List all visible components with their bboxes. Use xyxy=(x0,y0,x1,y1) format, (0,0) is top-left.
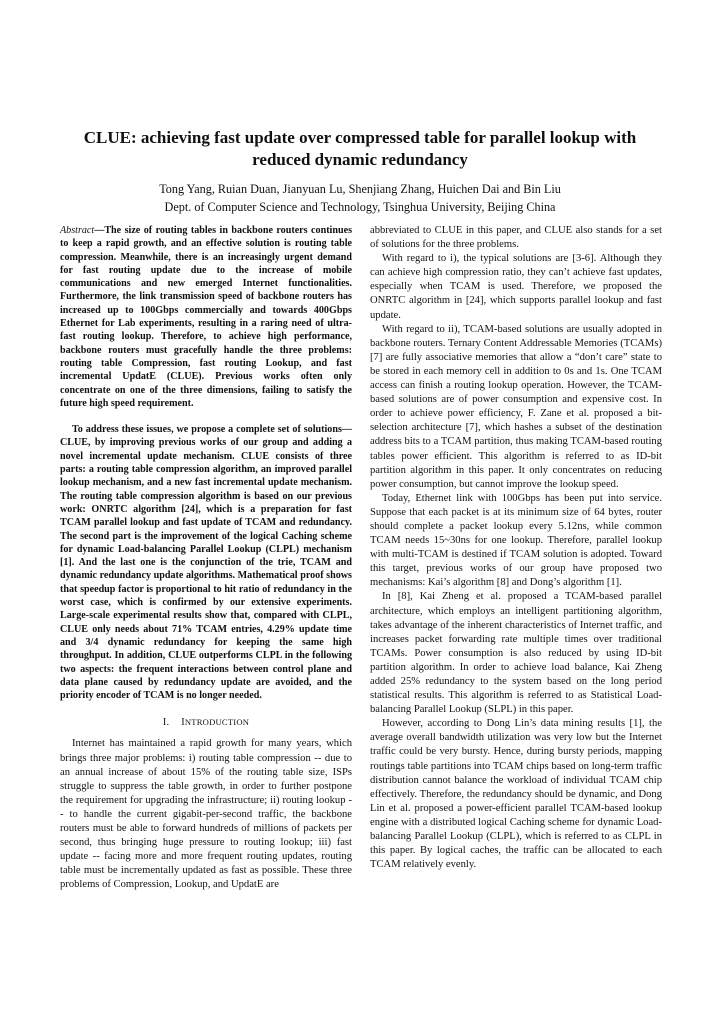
left-column xyxy=(60,224,352,893)
right-paragraph-continuation: abbreviated to CLUE in this paper, and CLUE also stands for a set of solutions for the three problems. xyxy=(370,225,662,251)
paper-title: CLUE: achieving fast update over compressed table for parallel lookup with reduced dynamic redundancy xyxy=(83,128,637,169)
right-paragraph-2: With regard to ii), TCAM-based solutions are usually adopted in backbone routers. Ternary Content Addressable Memories (TCAMs) [7] are fully associative memories that allow a “don’t care” state to be stored in each memory cell in addition to 0s and 1s. One TCAM access can finish a routing lookup operation. However, the TCAM-based solutions are of power consumption and expensive cost. In order to achieve power efficiency, F. Zane et al. proposed a bit-selection architecture [7], which hashes a subset of the destination address bits to a TCAM partition, thus making TCAM-based routing tables power efficient. This algorithm is referred to as ID-bit partition algorithm in this paper. It only concentrates on reducing power consumption, but cannot improve the lookup speed. xyxy=(370,323,662,490)
section-number: I. xyxy=(162,717,170,729)
right-paragraph-3: Today, Ethernet link with 100Gbps has been put into service. Suppose that each packet is at its minimum size of 64 bytes, router should complete a packet lookup every 5.12ns, while common TCAM needs 15~30ns for one lookup. Therefore, parallel lookup with multi-TCAM is destined if TCAM solution is adopted. Toward this target, previous works of our group have proposed two mechanisms: Kai’s algorithm [8] and Dong’s algorithm [1]. xyxy=(370,492,662,589)
right-paragraph-4: In [8], Kai Zheng et al. proposed a TCAM-based parallel architecture, which employs an intelligent partitioning algorithm, takes advantage of the inherent characteristics of Internet traffic, and increases packet forwarding rate multiple times over traditional TCAMs. Power consumption is also reduced by using ID-bit partition algorithm. In order to achieve load balance, Kai Zheng added 25% redundancy to the system based on the long period statistical results. This algorithm is referred to as Statistical Load-balancing Parallel Lookup (SLPL) in this paper. xyxy=(370,591,662,716)
abstract-paragraph-2: To address these issues, we propose a complete set of solutions—CLUE, by improving previous works of our group and adding a novel incremental update mechanism. CLUE consists of three parts: a routing table compression algorithm, an improved parallel lookup mechanism, and a new fast incremental update mechanism. The routing table compression algorithm is based on our previous work: ONRTC algorithm [24], which is a preparation for fast TCAM parallel lookup and fast update of TCAM and redundancy. The second part is the improvement of the logical Caching scheme for dynamic Load-balancing Parallel Lookup (CLPL) mechanism [1]. And the last one is the conjunction of the trie, TCAM and dynamic redundancy update algorithms. Mathematical proof shows that speedup factor is proportional to hit ratio of redundancy in the worst case, which is confirmed by our extensive experiments. Large-scale experimental results show that, compared with CLPL, CLUE only needs about 71% TCAM entries, 4.29% update time and 3/4 dynamic redundancy for keeping the same high throughput. In addition, CLUE outperforms CLPL in the following two aspects: the frequent interactions between control plane and data plane caused by redundancy update are avoided, and the priority encoder of TCAM is no longer needed. xyxy=(60,424,352,702)
abstract-text-1: —The size of routing tables in backbone routers continues to keep a rapid growth, and an effective solution is routing table compression. Meanwhile, there is an increasingly urgent demand for fast routing update due to the increase of mobile communications and new emerged Internet functionalities. Furthermore, the link transmission speed of backbone routers has increased up to 100Gbps commercially and towards 400Gbps Ethernet for Lab experiments, resulting in a raring need of ultra-fast routing lookup. Therefore, to achieve high performance, backbone routers must gracefully handle the three problems: routing table Compression, fast routing Lookup, and fast incremental UpdatE (CLUE). Previous works often only concentrate on one of the three dimensions, failing to satisfy the future high speed requirement. xyxy=(60,225,352,409)
right-column xyxy=(370,224,662,872)
abstract-paragraph-1 xyxy=(60,224,352,410)
abstract-lead: Abstract xyxy=(60,225,95,236)
section-title-rest: NTRODUCTION xyxy=(184,717,250,728)
right-paragraph-1: With regard to i), the typical solutions are [3-6]. Although they can achieve high compression ratio, they can’t achieve fast updates, especially when TCAM is used. Therefore, we proposed the ONRTC algorithm in [24], which supports parallel lookup and fast update. xyxy=(370,253,662,321)
section-title-initial: I xyxy=(181,717,185,729)
section-heading-introduction xyxy=(60,715,352,730)
paper-affiliation: Dept. of Computer Science and Technology, Tsinghua University, Beijing China xyxy=(164,200,556,214)
paper-authors: Tong Yang, Ruian Duan, Jianyuan Lu, Shenjiang Zhang, Huichen Dai and Bin Liu xyxy=(159,182,561,196)
right-paragraph-5: However, according to Dong Lin’s data mining results [1], the average overall bandwidth utilization was very low but the Internet traffic could be very bursty. Hence, during bursty periods, mapping routings table partitions into TCAM chips based on long-term traffic distribution cannot balance the workload of individual TCAM chip effectively. Therefore, the redundancy should be dynamic, and Dong Lin et al. proposed a power-efficient parallel TCAM-based lookup engine with a distributed logical Caching scheme for dynamic Load-balancing Parallel Lookup (CLPL), which is referred to as CLPL in this paper. By logical caches, the traffic can be allocated to each TCAM relatively evenly. xyxy=(370,718,662,871)
intro-paragraph-1: Internet has maintained a rapid growth for many years, which brings three major problems: i) routing table compression -- due to an annual increase of about 15% of the routing table size, ISPs struggle to suppress the table growth, in order to further postpone the requirement for upgrading the infrastructure; ii) routing lookup -- to handle the current gigabit-per-second traffic, the backbone routers must be able to forward hundreds of millions of packets per second, thus bringing huge pressure to routing lookup; iii) fast update -- facing more and more frequent routing updates, routing table must be incrementally updated as fast as possible. These three problems of Compression, Lookup, and UpdatE are xyxy=(60,738,352,891)
